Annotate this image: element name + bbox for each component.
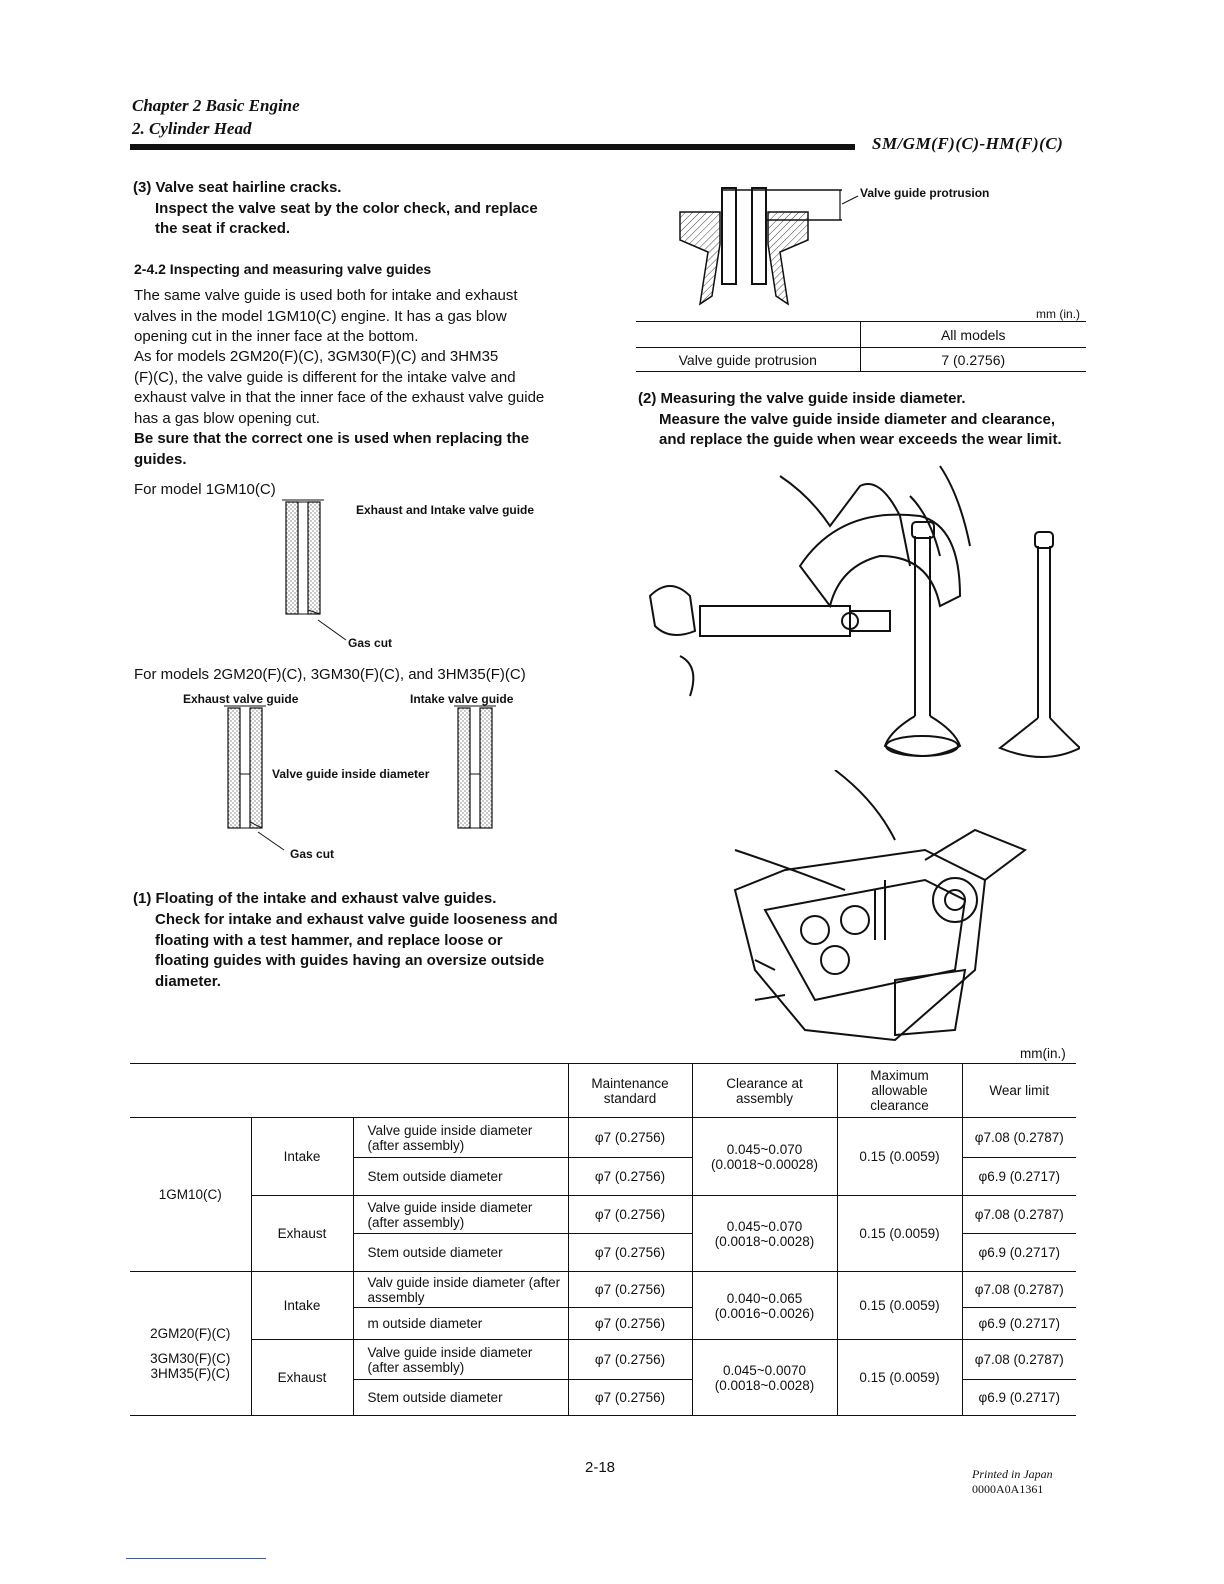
th-wear-limit: Wear limit bbox=[962, 1064, 1076, 1118]
header-rule bbox=[130, 144, 855, 150]
para-2: As for models 2GM20(F)(C), 3GM30(F)(C) and 3HM35 (F)(C), the valve guide is different for the intake valve and exhaust valve in that the inner face of the exhaust valve guide has a gas blow opening cut. bbox=[134, 348, 545, 427]
row-5-intake: Intake bbox=[251, 1272, 353, 1340]
valve-guide-spec-table bbox=[130, 1063, 1076, 1416]
fig1-label: Exhaust and Intake valve guide bbox=[356, 503, 535, 517]
fig2-caption: For models 2GM20(F)(C), 3GM30(F)(C), and 3HM35(F)(C) bbox=[134, 666, 526, 683]
row-7-std: φ7 (0.2756) bbox=[568, 1340, 692, 1380]
document-code: 0000A0A1361 bbox=[972, 1482, 1044, 1496]
para-1: The same valve guide is used both for intake and exhaust valves in the model 1GM10(C) engine. It has a gas blow opening cut in the inner face at the bottom. bbox=[134, 287, 518, 345]
fig2-intake-label: Intake valve guide bbox=[410, 692, 514, 706]
row-6-stem: m outside diameter bbox=[353, 1308, 568, 1340]
row-8-wear-s: φ6.9 (0.2717) bbox=[962, 1380, 1076, 1416]
row-1-clearance: 0.045~0.070 (0.0018~0.00028) bbox=[692, 1118, 837, 1196]
row-3-clearance: 0.045~0.070 (0.0018~0.0028) bbox=[692, 1196, 837, 1272]
row-7-clearance: 0.045~0.0070 (0.0018~0.0028) bbox=[692, 1340, 837, 1416]
model-1gm10: 1GM10(C) bbox=[130, 1118, 251, 1272]
row-4-wear-s: φ6.9 (0.2717) bbox=[962, 1234, 1076, 1272]
protrusion-label: Valve guide protrusion bbox=[860, 186, 990, 200]
p3-body-2: the seat if cracked. bbox=[155, 220, 291, 237]
row-3-std: φ7 (0.2756) bbox=[568, 1196, 692, 1234]
row-1-wear-g: φ7.08 (0.2787) bbox=[962, 1118, 1076, 1158]
fig2-exhaust-label: Exhaust valve guide bbox=[183, 692, 299, 706]
header-blank bbox=[130, 1064, 568, 1118]
spec-header: All models bbox=[860, 322, 1086, 348]
row-3-exhaust: Exhaust bbox=[251, 1196, 353, 1272]
th-clearance: Clearance at assembly bbox=[692, 1064, 837, 1118]
row-2-wear-s: φ6.9 (0.2717) bbox=[962, 1158, 1076, 1196]
row-5-wear-g: φ7.08 (0.2787) bbox=[962, 1272, 1076, 1308]
row-1-vgid: Valve guide inside diameter (after assembly) bbox=[353, 1118, 568, 1158]
page-number: 2-18 bbox=[585, 1459, 616, 1476]
micrometer-illustration bbox=[640, 456, 1080, 786]
bottom-link-line bbox=[126, 1558, 266, 1559]
row-5-clearance: 0.040~0.065 (0.0016~0.0026) bbox=[692, 1272, 837, 1340]
row-2-stem: Stem outside diameter bbox=[353, 1158, 568, 1196]
row-2-std: φ7 (0.2756) bbox=[568, 1158, 692, 1196]
valve-protrusion-diagram bbox=[672, 176, 862, 308]
row-7-vgid: Valve guide inside diameter (after assembly) bbox=[353, 1340, 568, 1380]
spec-row-label: Valve guide protrusion bbox=[636, 348, 860, 372]
row-6-std: φ7 (0.2756) bbox=[568, 1308, 692, 1340]
chapter-title: Chapter 2 Basic Engine bbox=[132, 96, 300, 115]
row-1-intake: Intake bbox=[251, 1118, 353, 1196]
row-1-maxc: 0.15 (0.0059) bbox=[837, 1118, 962, 1196]
row-6-wear-s: φ6.9 (0.2717) bbox=[962, 1308, 1076, 1340]
fig1-valve-guide-diagram bbox=[280, 498, 360, 650]
row-7-wear-g: φ7.08 (0.2787) bbox=[962, 1340, 1076, 1380]
cylinder-head-illustration bbox=[725, 770, 1065, 1050]
p2-body-1: Measure the valve guide inside diameter and clearance, bbox=[659, 411, 1055, 428]
printed-in-japan: Printed in Japan bbox=[972, 1467, 1053, 1481]
table-unit: mm(in.) bbox=[1020, 1046, 1066, 1061]
row-1-std: φ7 (0.2756) bbox=[568, 1118, 692, 1158]
spec-unit: mm (in.) bbox=[1036, 307, 1080, 321]
p3-title: (3) Valve seat hairline cracks. bbox=[133, 179, 342, 196]
row-5-vgid: Valv guide inside diameter (after assembly bbox=[353, 1272, 568, 1308]
protrusion-spec-table bbox=[636, 321, 1086, 372]
p1-body: Check for intake and exhaust valve guide looseness and floating with a test hammer, and replace loose or floating guides with guides having an oversize outside diameter. bbox=[155, 911, 558, 990]
p1-title: (1) Floating of the intake and exhaust valve guides. bbox=[133, 890, 497, 907]
spec-row-value: 7 (0.2756) bbox=[860, 348, 1086, 372]
row-7-exhaust: Exhaust bbox=[251, 1340, 353, 1416]
section-title: 2. Cylinder Head bbox=[132, 119, 252, 138]
fig2-inside-label: Valve guide inside diameter bbox=[272, 767, 430, 781]
model-multi: 2GM20(F)(C) 3GM30(F)(C) 3HM35(F)(C) bbox=[130, 1272, 251, 1416]
row-3-wear-g: φ7.08 (0.2787) bbox=[962, 1196, 1076, 1234]
para-3: Be sure that the correct one is used when replacing the guides. bbox=[134, 430, 530, 468]
fig1-caption: For model 1GM10(C) bbox=[134, 481, 276, 498]
row-7-maxc: 0.15 (0.0059) bbox=[837, 1340, 962, 1416]
fig2-gascut: Gas cut bbox=[290, 847, 335, 861]
th-maintenance: Maintenance standard bbox=[568, 1064, 692, 1118]
p2-title: (2) Measuring the valve guide inside diameter. bbox=[638, 390, 966, 407]
row-4-std: φ7 (0.2756) bbox=[568, 1234, 692, 1272]
row-8-std: φ7 (0.2756) bbox=[568, 1380, 692, 1416]
section-2-4-2-title: 2-4.2 Inspecting and measuring valve guides bbox=[134, 261, 432, 277]
row-8-stem: Stem outside diameter bbox=[353, 1380, 568, 1416]
model-header: SM/GM(F)(C)-HM(F)(C) bbox=[872, 134, 1064, 153]
row-3-maxc: 0.15 (0.0059) bbox=[837, 1196, 962, 1272]
row-5-std: φ7 (0.2756) bbox=[568, 1272, 692, 1308]
row-4-stem: Stem outside diameter bbox=[353, 1234, 568, 1272]
row-5-maxc: 0.15 (0.0059) bbox=[837, 1272, 962, 1340]
row-3-vgid: Valve guide inside diameter (after assembly) bbox=[353, 1196, 568, 1234]
fig1-gascut: Gas cut bbox=[348, 636, 393, 650]
fig2-valve-guides-diagram bbox=[222, 704, 502, 860]
p3-body-1: Inspect the valve seat by the color check, and replace bbox=[155, 200, 538, 217]
p2-body-2: and replace the guide when wear exceeds the wear limit. bbox=[659, 431, 1062, 448]
th-max-clearance: Maximum allowable clearance bbox=[837, 1064, 962, 1118]
